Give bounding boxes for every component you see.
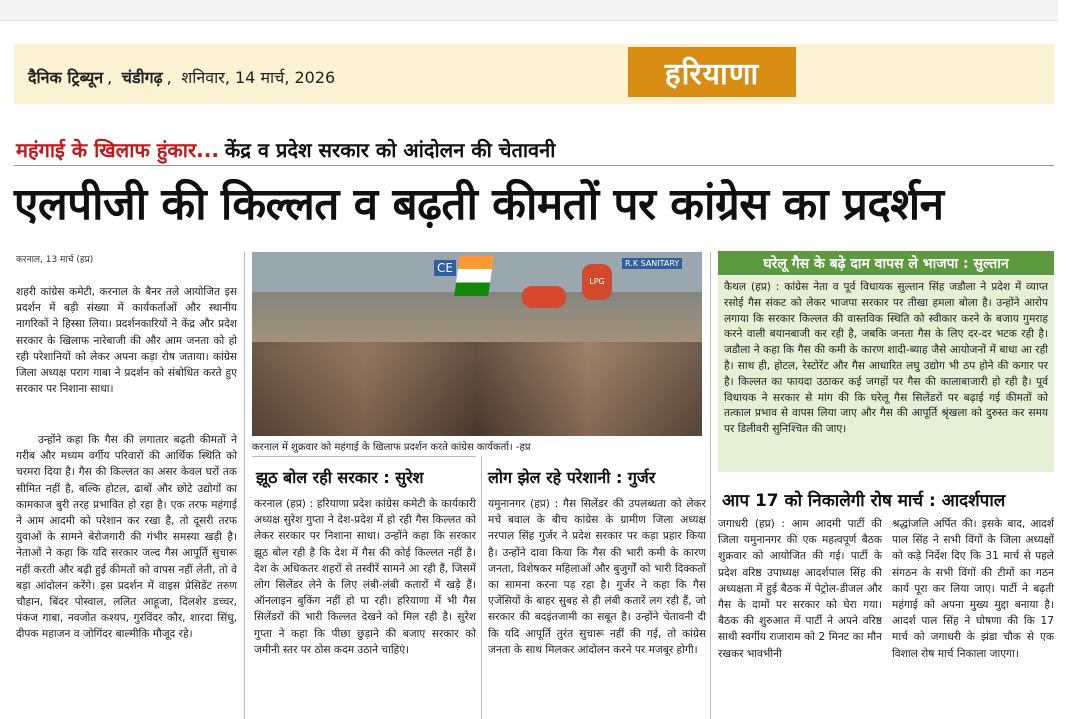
kicker-rule — [14, 165, 1054, 166]
photo-crowd — [252, 342, 702, 436]
gurjar-title: लोग झेल रहे परेशानी : गुर्जर — [488, 468, 656, 487]
masthead: दैनिक ट्रिब्यून , चंडीगढ़ , शनिवार, 14 मार्च, 2026 — [28, 68, 336, 87]
photo-gas-cylinder — [522, 286, 566, 308]
main-dateline: करनाल, 13 मार्च (हप्र) — [16, 255, 94, 265]
photo-shop-sign: R.K SANITARY — [622, 258, 682, 269]
adarsh-text-col1: जगाधरी (हप्र) : आम आदमी पार्टी की जिला यमुनानगर की एक महत्वपूर्ण बैठक शुक्रवार को आयोजित की गई। पार्टी के प्रदेश वरिष्ठ उपाध्यक्ष आदर्शपाल सिंह की अध्यक्षता में हुई बैठक में पेट्रोल-डीजल और गैस के दामों पर सरकार को घेरा गया। बैठक की शुरुआत में पार्टी ने अपने वरिष्ठ साथी स्वर्गीय राजाराम को 2 मिनट का मौन रखकर भावभीनी — [718, 518, 882, 660]
column-divider — [710, 252, 711, 719]
photo-sign-ce: CE — [434, 260, 456, 276]
photo-lpg-cylinder: LPG — [582, 264, 612, 300]
photo-flag — [454, 256, 494, 296]
suresh-top-rule — [252, 456, 476, 457]
masthead-paper: दैनिक ट्रिब्यून — [28, 68, 104, 87]
photo-caption: करनाल में शुक्रवार को महंगाई के खिलाफ प्रदर्शन करते कांग्रेस कार्यकर्ता। -हप्र — [252, 442, 531, 453]
suresh-text: करनाल (हप्र) : हरियाणा प्रदेश कांग्रेस कमेटी के कार्यकारी अध्यक्ष सुरेश गुप्ता ने देश-प्रदेश में हो रही गैस किल्लत को लेकर सरकार पर निशाना साधा। उन्होंने कहा कि सरकार झूठ बोल रही है कि देश में गैस की कोई किल्लत नहीं है। देश के अधिकतर शहरों से तस्वीरें सामने आ रही हैं, जिसमें लोग सिलेंडर लेने के लिए लंबी-लंबी कतारों में खड़े हैं। ऑनलाइन बुकिंग नहीं हो पा रही। हरियाणा में भी गैस सिलेंडरों की भारी किल्लत देखने को मिल रही है। सुरेश गुप्ता ने कहा कि पीछा छुड़ाने की बजाए सरकार को जमीनी स्तर पर ठोस कदम उठाने चाहिएं। — [254, 498, 476, 656]
next-page-edge — [1058, 0, 1080, 719]
gurjar-text: यमुनानगर (हप्र) : गैस सिलेंडर की उपलब्धता को लेकर मचे बवाल के बीच कांग्रेस के ग्रामीण जिला अध्यक्ष नरपाल सिंह गुर्जर ने प्रदेश सरकार पर कड़ा प्रहार किया है। उन्होंने दावा किया कि गैस की भारी कमी के कारण जनता, विशेषकर महिलाओं और बुजुर्गों को भारी दिक्कतों का सामना करना पड़ रहा है। गुर्जर ने कहा कि गैस एजेंसियों के बाहर सुबह से ही लंबी कतारें लग रही हैं, जो सरकार की बदइंतजामी का सबूत है। उन्होंने चेतावनी दी कि यदि आपूर्ति तुरंत सुचारू नहीं की गई, तो कांग्रेस जनता के साथ मिलकर आंदोलन करने पर मजबूर होगी। — [488, 498, 706, 656]
sultan-text: कैथल (हप्र) : कांग्रेस नेता व पूर्व विधायक सुल्तान सिंह जडौला ने प्रदेश में व्याप्त रसोई गैस संकट को लेकर भाजपा सरकार पर तीखा हमला बोला है। उन्होंने आरोप लगाया कि सरकार किल्लत की वास्तविक स्थिति को स्वीकार करने के बजाय गुमराह करने वाली बयानबाजी कर रही है, जबकि जनता गैस के लिए दर-दर भटक रही है। जडौला ने कहा कि गैस की कमी के कारण शादी-ब्याह जैसे आयोजनों में बाधा आ रही है। साथ ही, होटल, रेस्टोरेंट और गैस आधारित लघु उद्योग भी ठप होने की कगार पर है। किल्लत का फायदा उठाकर कई जगहों पर गैस की कालाबाजारी हो रही है। पूर्व विधायक ने सरकार से मांग की कि घरेलू गैस सिलेंडरों पर बढ़ाई गई कीमतों को तत्काल प्रभाव से वापस लिया जाए और गैस की आपूर्ति श्रृंखला को दुरुस्त कर समय पर डिलीवरी सुनिश्चित की जाए। — [724, 281, 1048, 436]
masthead-date: शनिवार, 14 मार्च, 2026 — [181, 68, 336, 87]
main-story-para1: शहरी कांग्रेस कमेटी, करनाल के बैनर तले आयोजित इस प्रदर्शन में बड़ी संख्या में कार्यकर्ताओं और स्थानीय नागरिकों ने हिस्सा लिया। प्रदर्शनकारियों ने केंद्र और प्रदेश सरकार के खिलाफ नारेबाजी की और आम जनता को हो रही परेशानियों को लेकर अपना कड़ा रोष जताया। कांग्रेस जिला अध्यक्ष पराग गाबा ने प्रदर्शन को संबोधित करते हुए सरकार पर निशाना साधा। — [16, 286, 237, 396]
main-story-para2: उन्होंने कहा कि गैस की लगातार बढ़ती कीमतों ने गरीब और मध्यम वर्गीय परिवारों की आर्थिक स्थिति को चरमरा दिया है। गैस की किल्लत का असर केवल घरों तक सीमित नहीं है, बल्कि होटल, ढाबों और छोटे उद्योगों का कामकाज बुरी तरह प्रभावित हो रहा है। एक तरफ महंगाई ने आम आदमी को परेशान कर रखा है, तो दूसरी तरफ युवाओं के सामने बेरोजगारी की गंभीर समस्या खड़ी है। नेताओं ने कहा कि यदि सरकार जल्द गैस आपूर्ति सुचारू नहीं करती और बढ़ी हुई कीमतों को वापस नहीं लेती, तो वे बड़ा आंदोलन करेंगे। इस प्रदर्शन में वाइस प्रेसिडेंट तरुण चौहान, बिंदर पोस्वाल, ललित आहूजा, दिलशेर डच्चर, पंकज गाबा, नवजोत कश्यप, गुरविंदर कौर, शारदा सिंधु, दीपक महाजन व जोगिंदर बाल्मीकि मौजूद रहे। — [16, 434, 237, 641]
column-divider — [244, 252, 245, 719]
sultan-box — [718, 276, 1054, 472]
sultan-title: घरेलू गैस के बढ़े दाम वापस ले भाजपा : सुल्तान — [718, 251, 1054, 275]
kicker — [16, 136, 555, 163]
adarsh-title: आप 17 को निकालेगी रोष मार्च : आदर्शपाल — [722, 491, 1006, 511]
column-divider — [481, 456, 482, 719]
masthead-city: चंडीगढ़ — [121, 68, 163, 87]
main-headline: एलपीजी की किल्लत व बढ़ती कीमतों पर कांग्रेस का प्रदर्शन — [14, 179, 944, 230]
adarsh-text-col2: श्रद्धांजलि अर्पित की। इसके बाद, आदर्श पाल सिंह ने सभी विंगों के जिला अध्यक्षों को कड़े निर्देश दिए कि 31 मार्च से पहले संगठन के सभी विंगों की टीमों का गठन कार्य पूरा कर लिया जाए। पार्टी ने बढ़ती महंगाई को अपना मुख्य मुद्दा बनाया है। आदर्श पाल सिंह ने घोषणा की कि 17 मार्च को जगाधरी के झंडा चौक से एक विशाल रोष मार्च निकाला जाएगा। — [892, 518, 1054, 660]
browser-top-bar — [0, 0, 1080, 21]
section-label: हरियाणा — [628, 47, 796, 97]
kicker-black: केंद्र व प्रदेश सरकार को आंदोलन की चेतावनी — [224, 138, 556, 162]
suresh-title: झूठ बोल रही सरकार : सुरेश — [256, 468, 424, 487]
protest-photo — [252, 252, 702, 436]
kicker-red: महंगाई के खिलाफ हुंकार... — [16, 138, 219, 162]
